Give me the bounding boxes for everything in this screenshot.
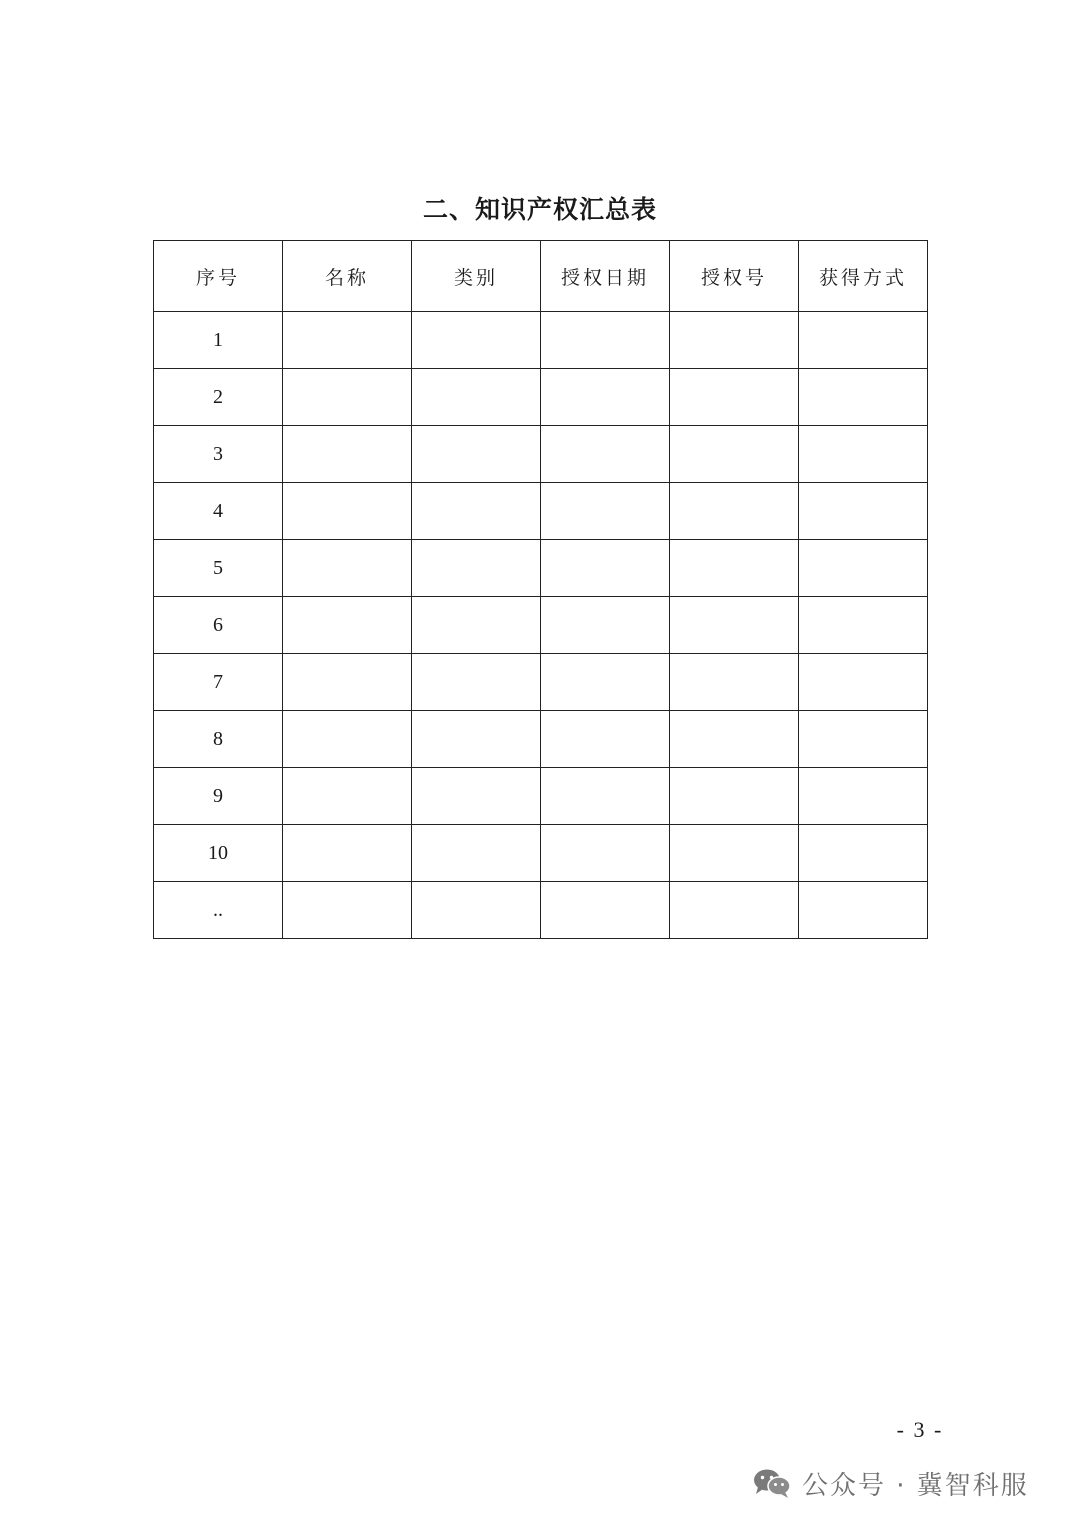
cell-name [283, 825, 412, 882]
table-row [154, 483, 928, 540]
cell-grant-number [670, 597, 799, 654]
cell-grant-date [541, 825, 670, 882]
cell-name [283, 426, 412, 483]
cell-acquisition-method [799, 369, 928, 426]
cell-grant-number [670, 825, 799, 882]
cell-grant-date [541, 540, 670, 597]
cell-acquisition-method [799, 483, 928, 540]
cell-category [412, 426, 541, 483]
cell-category [412, 369, 541, 426]
cell-grant-number [670, 711, 799, 768]
watermark-text: 公众号 · 冀智科服 [802, 1470, 1029, 1501]
row-index: .. [154, 882, 283, 939]
table-row [154, 426, 928, 483]
cell-category [412, 711, 541, 768]
cell-acquisition-method [799, 768, 928, 825]
row-index: 1 [154, 312, 283, 369]
cell-grant-date [541, 369, 670, 426]
cell-grant-date [541, 882, 670, 939]
cell-grant-number [670, 654, 799, 711]
ip-summary-table [153, 240, 928, 939]
cell-acquisition-method [799, 426, 928, 483]
table-row [154, 711, 928, 768]
wechat-icon [752, 1467, 792, 1499]
cell-acquisition-method [799, 711, 928, 768]
cell-grant-number [670, 369, 799, 426]
cell-acquisition-method [799, 825, 928, 882]
cell-grant-date [541, 483, 670, 540]
cell-grant-number [670, 540, 799, 597]
header-grant-date: 授权日期 [541, 241, 670, 312]
table-row [154, 825, 928, 882]
cell-category [412, 768, 541, 825]
page-title: 二、知识产权汇总表 [422, 195, 657, 224]
cell-name [283, 768, 412, 825]
cell-category [412, 654, 541, 711]
table-row [154, 882, 928, 939]
table-row [154, 540, 928, 597]
row-index: 2 [154, 369, 283, 426]
cell-category [412, 825, 541, 882]
cell-grant-date [541, 654, 670, 711]
cell-grant-number [670, 768, 799, 825]
header-index: 序号 [154, 241, 283, 312]
cell-category [412, 483, 541, 540]
cell-name [283, 597, 412, 654]
cell-grant-number [670, 882, 799, 939]
row-index: 3 [154, 426, 283, 483]
table-header-row [154, 241, 928, 312]
cell-grant-date [541, 597, 670, 654]
page-number: - 3 - [896, 1417, 944, 1442]
cell-name [283, 882, 412, 939]
cell-category [412, 597, 541, 654]
watermark [752, 1463, 1029, 1503]
cell-grant-date [541, 768, 670, 825]
cell-grant-date [541, 711, 670, 768]
header-category: 类别 [412, 241, 541, 312]
cell-category [412, 540, 541, 597]
cell-acquisition-method [799, 597, 928, 654]
cell-grant-date [541, 312, 670, 369]
table-row [154, 312, 928, 369]
row-index: 4 [154, 483, 283, 540]
cell-grant-number [670, 483, 799, 540]
cell-acquisition-method [799, 654, 928, 711]
row-index: 5 [154, 540, 283, 597]
table-row [154, 654, 928, 711]
cell-acquisition-method [799, 882, 928, 939]
cell-name [283, 540, 412, 597]
row-index: 9 [154, 768, 283, 825]
row-index: 6 [154, 597, 283, 654]
cell-category [412, 312, 541, 369]
table-row [154, 597, 928, 654]
cell-name [283, 654, 412, 711]
cell-acquisition-method [799, 312, 928, 369]
row-index: 8 [154, 711, 283, 768]
row-index: 10 [154, 825, 283, 882]
cell-grant-number [670, 426, 799, 483]
cell-name [283, 312, 412, 369]
row-index: 7 [154, 654, 283, 711]
cell-name [283, 483, 412, 540]
cell-grant-number [670, 312, 799, 369]
table-row [154, 369, 928, 426]
cell-name [283, 369, 412, 426]
cell-name [283, 711, 412, 768]
table-row [154, 768, 928, 825]
cell-grant-date [541, 426, 670, 483]
cell-category [412, 882, 541, 939]
header-acquisition-method: 获得方式 [799, 241, 928, 312]
cell-acquisition-method [799, 540, 928, 597]
header-grant-number: 授权号 [670, 241, 799, 312]
header-name: 名称 [283, 241, 412, 312]
